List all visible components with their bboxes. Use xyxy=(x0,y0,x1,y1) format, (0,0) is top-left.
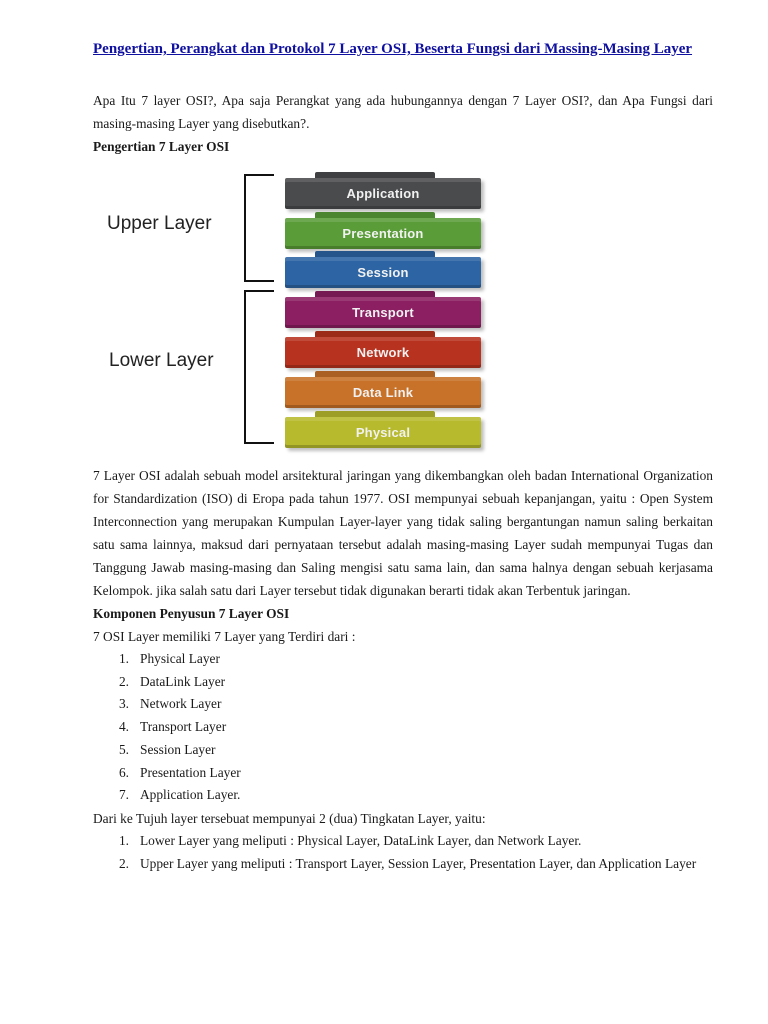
upper-layer-bracket xyxy=(244,174,274,282)
components-list xyxy=(93,648,713,807)
layer-block-physical: Physical xyxy=(285,417,481,448)
lower-layer-label: Lower Layer xyxy=(109,350,214,371)
list-item: 1. Lower Layer yang meliputi : Physical Layer, DataLink Layer, dan Network Layer. xyxy=(118,832,582,848)
layer-block-presentation: Presentation xyxy=(285,218,481,249)
list-item: 1. Physical Layer xyxy=(118,651,220,666)
upper-layer-label: Upper Layer xyxy=(107,213,212,234)
layer-block-transport: Transport xyxy=(285,297,481,328)
levels-intro: Dari ke Tujuh layer tersebuat mempunyai 2 (dua) Tingkatan Layer, yaitu: xyxy=(93,810,486,826)
document-page xyxy=(93,36,713,875)
intro-paragraph: Apa Itu 7 layer OSI?, Apa saja Perangkat yang ada hubungannya dengan 7 Layer OSI?, dan Apa Fungsi dari masing-masing Layer yang disebutkan?. xyxy=(93,93,713,131)
list-item: 6. Presentation Layer xyxy=(118,764,241,780)
list-item: 4. Transport Layer xyxy=(118,719,227,735)
components-intro: 7 OSI Layer memiliki 7 Layer yang Terdiri dari : xyxy=(93,629,356,644)
layer-block-session: Session xyxy=(285,257,481,288)
list-item: 3. Network Layer xyxy=(118,696,222,712)
layer-block-network: Network xyxy=(285,337,481,368)
lower-layer-bracket xyxy=(244,290,274,444)
definition-paragraph: 7 Layer OSI adalah sebuah model arsitektural jaringan yang dikembangkan oleh badan International Organization for Standardization (ISO) di Eropa pada tahun 1977. OSI mempunyai sebuah kepanjangan, yaitu : Open System Interconnection yang merupakan Kumpulan Layer-layer yang tidak saling bergantungan namun saling berkaitan satu sama lainnya, maksud dari pernyataan tersebut adalah masing-masing Layer sudah mempunyai Tugas dan Tanggung Jawab masing-masing dan Saling mengisi satu sama lain, dan sama halnya dengan sebuah kerjasama Kelompok. jika salah satu dari Layer tersebut tidak digunakan berarti tidak akan Terbentuk jaringan. xyxy=(93,468,713,598)
list-item: 2. Upper Layer yang meliputi : Transport Layer, Session Layer, Presentation Layer, dan Application Layer xyxy=(118,855,697,871)
list-item: 2. DataLink Layer xyxy=(118,673,226,689)
layer-block-data-link: Data Link xyxy=(285,377,481,408)
page-title[interactable]: Pengertian, Perangkat dan Protokol 7 Layer OSI, Beserta Fungsi dari Massing-Masing Layer xyxy=(93,41,693,57)
list-item: 7. Application Layer. xyxy=(118,787,241,803)
list-item: 5. Session Layer xyxy=(118,741,216,757)
osi-layer-diagram xyxy=(99,164,499,456)
section-heading-pengertian: Pengertian 7 Layer OSI xyxy=(93,139,230,154)
levels-list xyxy=(93,830,713,875)
layer-block-application: Application xyxy=(285,178,481,209)
section-heading-komponen: Komponen Penyusun 7 Layer OSI xyxy=(93,606,290,621)
